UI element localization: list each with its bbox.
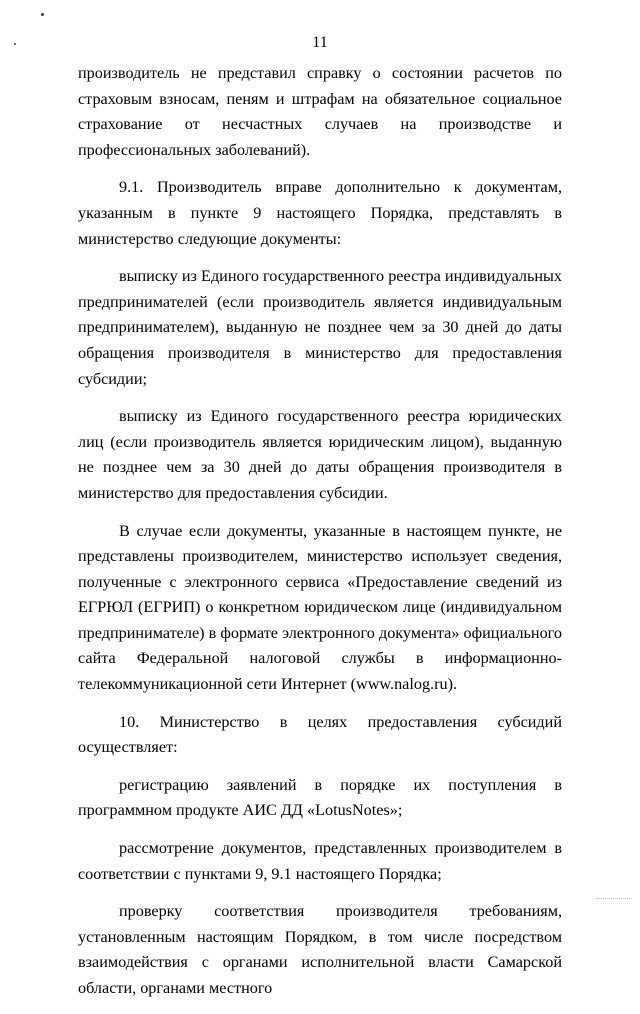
paragraph-review: рассмотрение документов, представленных производителем в соответствии с пунктами 9, 9.1 настоящего Порядка; bbox=[78, 839, 562, 883]
document-body bbox=[78, 61, 562, 1014]
paragraph-egrul-extract: выписку из Единого государственного реестра юридических лиц (если производитель является юридическим лицом), выданную не позднее чем за 30 дней до даты обращения производителя в министерство для предоставления субсидии. bbox=[78, 407, 562, 502]
page-number: 11 bbox=[312, 34, 328, 51]
paragraph-clause-10: 10. Министерство в целях предоставления субсидий осуществляет: bbox=[78, 712, 562, 757]
paragraph-electronic-service: В случае если документы, указанные в настоящем пункте, не представлены производителем, министерство использует сведения, полученные с электронного сервиса «Предоставление сведений из ЕГРЮЛ (ЕГРИП) о конкретном юридическом лице (индивидуальном предпринимателе) в формате электронного документа» официального сайта Федеральной налоговой службы в информационно-телекоммуникационной сети Интернет (www.nalog.ru). bbox=[78, 521, 562, 694]
paragraph-continuation: производитель не представил справку о состоянии расчетов по страховым взносам, пеням и штрафам на обязательное социальное страхование от несчастных случаев на производстве и профессиональных заболеваний). bbox=[78, 64, 562, 159]
paragraph-verification: проверку соответствия производителя требованиям, установленным настоящим Порядком, в том числе посредством взаимодействия с органами исполнительной власти Самарской области, органами местного bbox=[78, 902, 562, 997]
scan-edge-marks bbox=[596, 898, 632, 901]
paragraph-registration: регистрацию заявлений в порядке их поступления в программном продукте АИС ДД «LotusNotes»; bbox=[78, 775, 562, 820]
scan-speck bbox=[41, 13, 44, 16]
paragraph-clause-9-1: 9.1. Производитель вправе дополнительно к документам, указанным в пункте 9 настоящего Порядка, представлять в министерство следующие документы: bbox=[78, 178, 562, 248]
paragraph-egrip-extract: выписку из Единого государственного реестра индивидуальных предпринимателей (если производитель является индивидуальным предпринимателем), выданную не позднее чем за 30 дней до даты обращения производителя в министерство для предоставления субсидии; bbox=[78, 267, 562, 388]
